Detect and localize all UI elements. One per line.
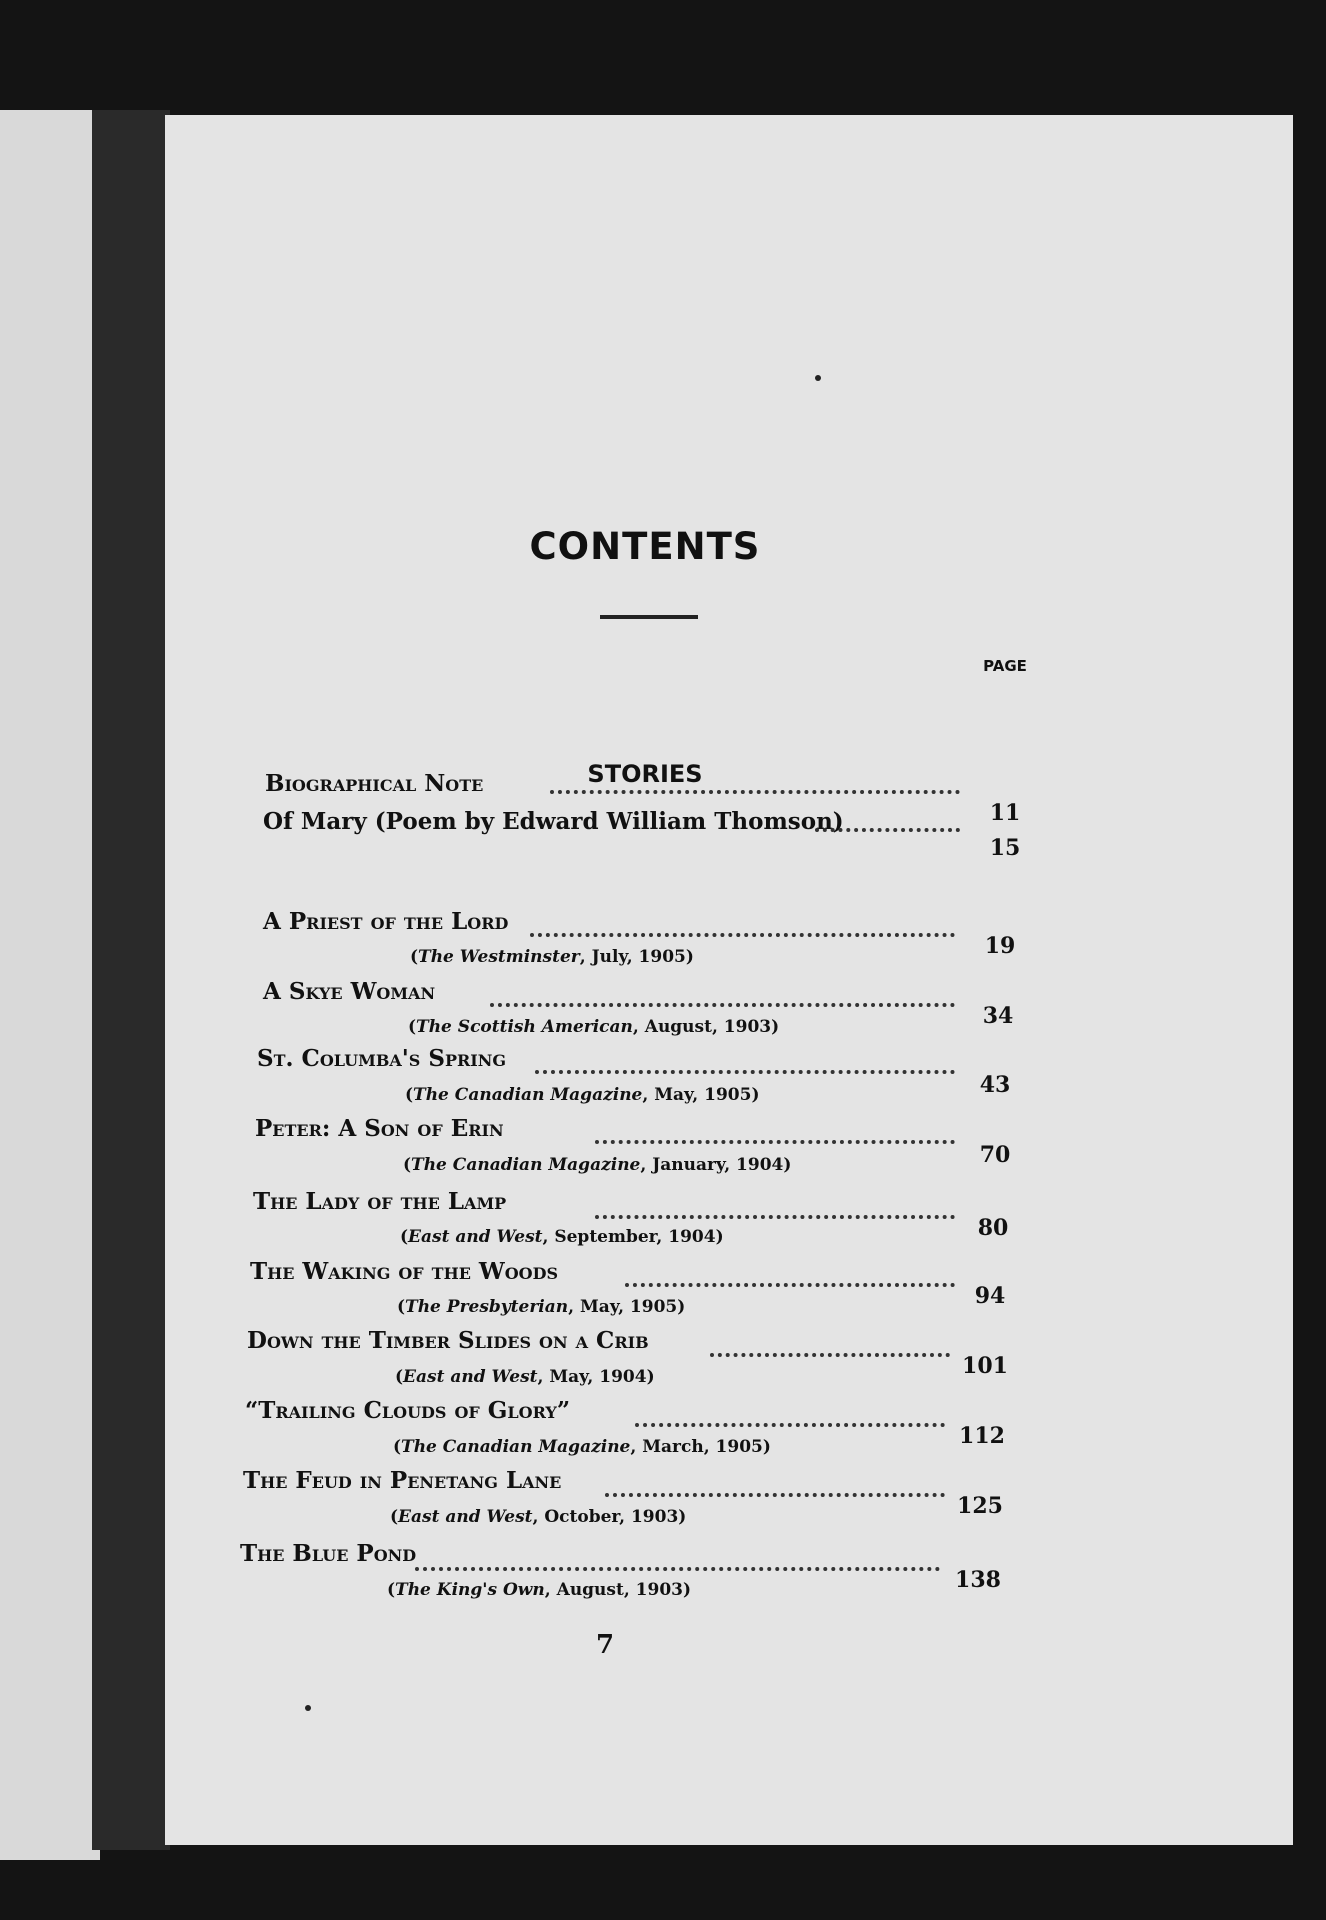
entry-date: May, 1905 — [579, 1297, 678, 1317]
entry-title: Peter: A Son of Erin — [255, 1115, 504, 1142]
page-number: 7 — [595, 1630, 615, 1660]
entry-page: 101 — [962, 1353, 1008, 1379]
entry-publication: The Scottish American — [416, 1017, 633, 1037]
entry-date: August, 1903 — [556, 1580, 683, 1600]
entry-publication: The Westminster — [418, 947, 580, 967]
page-speck — [305, 1705, 311, 1711]
entry-date: May, 1904 — [549, 1367, 647, 1387]
entry-publication: East and West — [403, 1367, 538, 1387]
entry-title: Down the Timber Slides on a Crib — [247, 1327, 649, 1354]
entry-page: 125 — [957, 1493, 1003, 1519]
entry-date: March, 1905 — [642, 1437, 763, 1457]
entry-source: (The King's Own, August, 1903) — [387, 1580, 692, 1600]
entry-page: 11 — [989, 800, 1021, 826]
entry-title: The Waking of the Woods — [250, 1258, 559, 1285]
leader-dots — [605, 1493, 945, 1505]
entry-page: 43 — [979, 1072, 1011, 1098]
entry-page: 19 — [984, 933, 1016, 959]
entry-source: (The Presbyterian, May, 1905) — [397, 1297, 686, 1317]
entry-date: August, 1903 — [644, 1017, 772, 1037]
entry-publication: The Presbyterian — [405, 1297, 569, 1317]
entry-page: 112 — [959, 1423, 1005, 1449]
entry-title: “Trailing Clouds of Glory” — [245, 1397, 571, 1424]
entry-publication: East and West — [398, 1507, 533, 1527]
leader-dots — [595, 1215, 955, 1227]
entry-page: 70 — [979, 1142, 1011, 1168]
title-rule — [600, 615, 698, 619]
page-column-label: PAGE — [983, 657, 1027, 675]
entry-publication: East and West — [408, 1227, 543, 1247]
entry-title: A Priest of the Lord — [263, 908, 509, 935]
entry-source: (The Canadian Magazine, May, 1905) — [405, 1085, 760, 1105]
entry-publication: The King's Own — [395, 1580, 545, 1600]
entry-title: Of Mary (Poem by Edward William Thomson) — [263, 808, 844, 835]
leader-dots — [710, 1353, 950, 1365]
book-page — [165, 115, 1293, 1845]
entry-date: October, 1903 — [544, 1507, 679, 1527]
entry-page: 138 — [955, 1567, 1001, 1593]
entry-page: 34 — [982, 1003, 1014, 1029]
book-spine — [92, 110, 170, 1850]
entry-date: January, 1904 — [652, 1155, 784, 1175]
entry-publication: The Canadian Magazine — [401, 1437, 631, 1457]
leader-dots — [595, 1140, 955, 1152]
entry-source: (East and West, October, 1903) — [390, 1507, 687, 1527]
leader-dots — [635, 1423, 945, 1435]
leader-dots — [530, 933, 955, 945]
left-page-edge — [0, 110, 100, 1860]
entry-source: (The Canadian Magazine, March, 1905) — [393, 1437, 771, 1457]
stories-heading: STORIES — [587, 760, 703, 788]
entry-date: July, 1905 — [591, 947, 686, 967]
page-speck — [815, 375, 821, 381]
entry-title: Biographical Note — [265, 770, 484, 797]
entry-page: 15 — [989, 835, 1021, 861]
contents-title: CONTENTS — [529, 525, 761, 568]
leader-dots — [550, 790, 960, 802]
leader-dots — [815, 828, 960, 840]
entry-source: (The Westminster, July, 1905) — [410, 947, 694, 967]
entry-title: The Blue Pond — [240, 1540, 417, 1567]
entry-title: The Feud in Penetang Lane — [243, 1467, 562, 1494]
leader-dots — [535, 1070, 955, 1082]
entry-date: May, 1905 — [654, 1085, 752, 1105]
entry-source: (East and West, September, 1904) — [400, 1227, 724, 1247]
entry-source: (East and West, May, 1904) — [395, 1367, 655, 1387]
entry-title: A Skye Woman — [263, 978, 436, 1005]
entry-publication: The Canadian Magazine — [411, 1155, 641, 1175]
leader-dots — [625, 1283, 955, 1295]
entry-page: 80 — [977, 1215, 1009, 1241]
leader-dots — [415, 1567, 940, 1579]
entry-source: (The Canadian Magazine, January, 1904) — [403, 1155, 792, 1175]
entry-source: (The Scottish American, August, 1903) — [408, 1017, 780, 1037]
entry-title: St. Columba's Spring — [257, 1045, 507, 1072]
entry-publication: The Canadian Magazine — [413, 1085, 643, 1105]
leader-dots — [490, 1003, 955, 1015]
entry-page: 94 — [974, 1283, 1006, 1309]
entry-date: September, 1904 — [554, 1227, 716, 1247]
entry-title: The Lady of the Lamp — [253, 1188, 507, 1215]
